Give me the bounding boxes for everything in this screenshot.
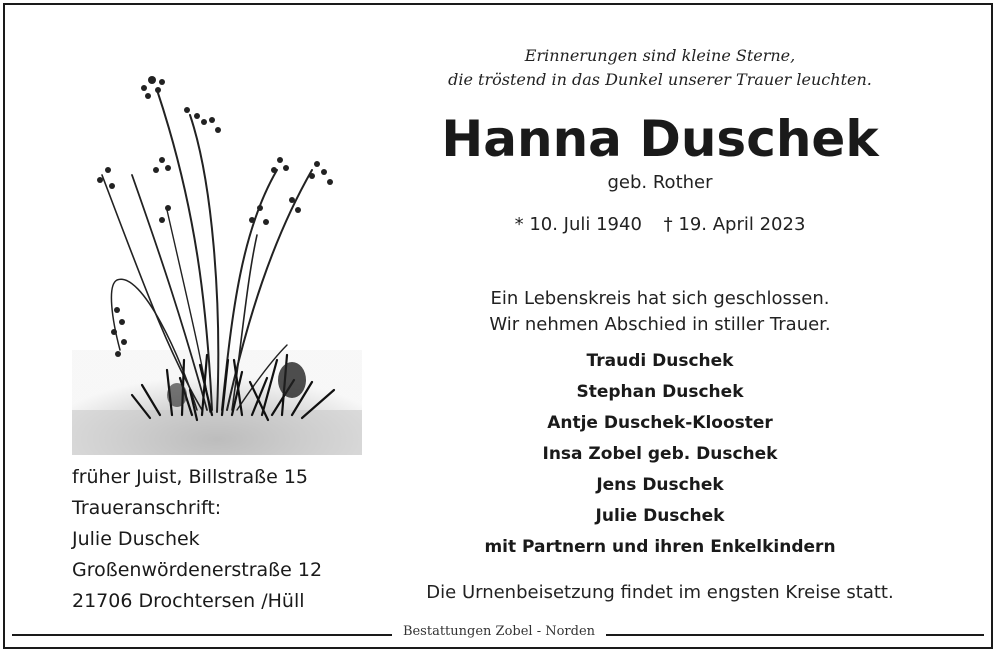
mourner: Insa Zobel geb. Duschek bbox=[542, 444, 778, 464]
address-city: 21706 Drochtersen /Hüll bbox=[72, 590, 305, 612]
deceased-name: Hanna Duschek bbox=[441, 110, 879, 168]
message-line: Wir nehmen Abschied in stiller Trauer. bbox=[489, 314, 831, 335]
mourner: Stephan Duschek bbox=[576, 382, 744, 402]
death-date: † 19. April 2023 bbox=[663, 214, 806, 235]
mourner: Traudi Duschek bbox=[586, 351, 734, 371]
message-line: Ein Lebenskreis hat sich geschlossen. bbox=[490, 288, 830, 309]
mourner: Antje Duschek-Klooster bbox=[547, 413, 773, 433]
address-street: Großenwördenerstraße 12 bbox=[72, 559, 323, 581]
address-label: Traueranschrift: bbox=[72, 497, 222, 519]
quote-line: die tröstend in das Dunkel unserer Trauer leuchten. bbox=[448, 70, 872, 89]
birth-date: * 10. Juli 1940 bbox=[514, 214, 642, 235]
birth-name: geb. Rother bbox=[607, 172, 713, 193]
funeral-home-credit: Bestattungen Zobel - Norden bbox=[402, 624, 596, 639]
farewell-message bbox=[400, 286, 920, 338]
mourner: Julie Duschek bbox=[595, 506, 725, 526]
mourner: Jens Duschek bbox=[596, 475, 724, 495]
address-name: Julie Duschek bbox=[72, 528, 200, 550]
grass-illustration bbox=[72, 60, 362, 455]
quote-line: Erinnerungen sind kleine Sterne, bbox=[524, 46, 796, 65]
address-block bbox=[72, 462, 402, 617]
former-address: früher Juist, Billstraße 15 bbox=[72, 466, 309, 488]
burial-note: Die Urnenbeisetzung findet im engsten Kreise statt. bbox=[426, 582, 894, 603]
mourner: mit Partnern und ihren Enkelkindern bbox=[484, 537, 836, 557]
memorial-quote bbox=[400, 44, 920, 92]
footer-divider-left bbox=[12, 634, 392, 636]
mourners-list bbox=[400, 346, 920, 563]
footer-divider-right bbox=[606, 634, 984, 636]
life-dates bbox=[400, 214, 920, 235]
